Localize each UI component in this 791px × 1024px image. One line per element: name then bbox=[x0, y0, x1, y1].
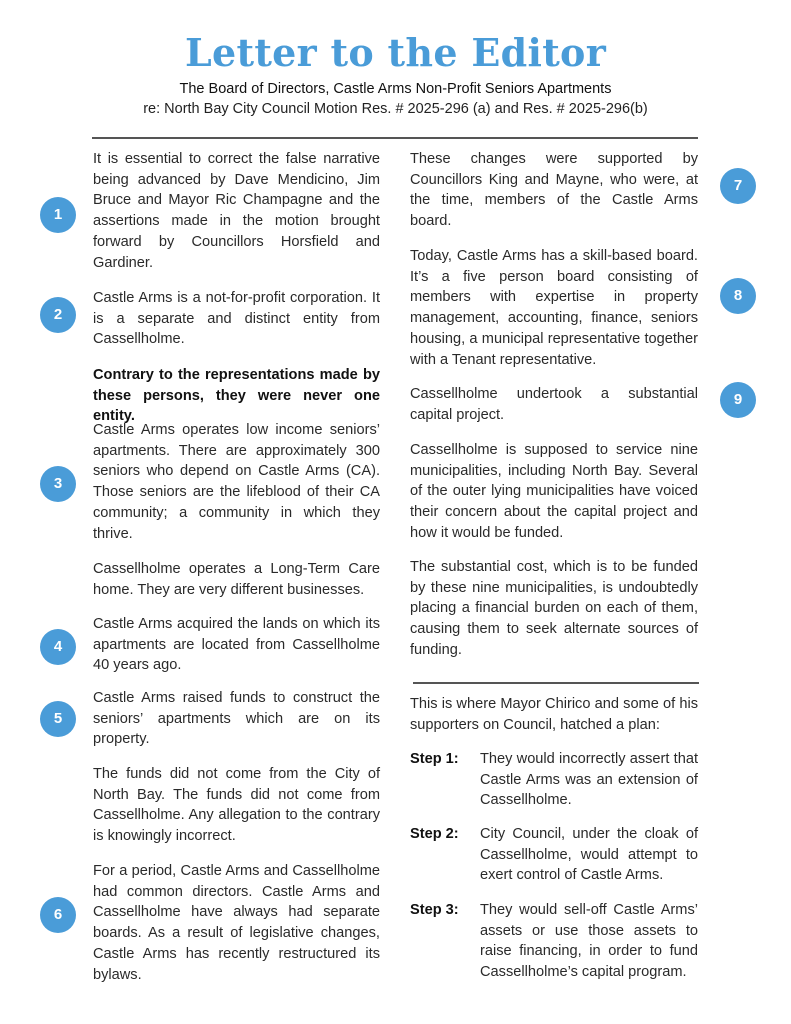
step-label: Step 3: bbox=[410, 902, 459, 918]
number-badge-icon: 3 bbox=[40, 466, 76, 502]
subtitle-reference: re: North Bay City Council Motion Res. # 2025-296 (a) and Res. # 2025-296(b) bbox=[143, 101, 648, 117]
number-badge-icon: 9 bbox=[720, 382, 756, 418]
step-item bbox=[410, 824, 698, 888]
paragraph: Cassellholme is supposed to service nine municipalities, including North Bay. Several of the outer lying municipalities have voiced their concern about the capital project and how it would be funded. bbox=[410, 442, 698, 541]
paragraph: It is essential to correct the false narrative being advanced by Dave Mendicino, Jim Bruce and Mayor Ric Champagne and the assertions made in the motion brought forward by Councillors Horsfield and Gardiner. bbox=[93, 151, 380, 271]
paragraph: These changes were supported by Councillors King and Mayne, who were, at the time, members of the Castle Arms board. bbox=[410, 151, 698, 230]
paragraph: Cassellholme operates a Long-Term Care home. They are very different businesses. bbox=[93, 561, 380, 598]
step-item bbox=[410, 900, 698, 984]
section-divider bbox=[413, 682, 699, 684]
step-text: They would incorrectly assert that Castle Arms was an extension of Cassellholme. bbox=[480, 751, 698, 809]
number-badge-icon: 8 bbox=[720, 278, 756, 314]
subtitle-author: The Board of Directors, Castle Arms Non-Profit Seniors Apartments bbox=[179, 81, 612, 97]
paragraph: Castle Arms is a not-for-profit corporation. It is a separate and distinct entity from Cassellholme. bbox=[93, 290, 380, 348]
paragraph: The funds did not come from the City of North Bay. The funds did not come from Cassellholme. Any allegation to the contrary is knowingly incorrect. bbox=[93, 766, 380, 845]
paragraph: Castle Arms acquired the lands on which its apartments are located from Cassellholme 40 years ago. bbox=[93, 616, 380, 674]
paragraph: This is where Mayor Chirico and some of his supporters on Council, hatched a plan: bbox=[410, 696, 698, 733]
step-label: Step 1: bbox=[410, 751, 459, 767]
number-badge-icon: 5 bbox=[40, 701, 76, 737]
step-item bbox=[410, 749, 698, 813]
number-badge-icon: 4 bbox=[40, 629, 76, 665]
paragraph-emphasis: Contrary to the representations made by these persons, they were never one entity. bbox=[93, 367, 380, 425]
paragraph: For a period, Castle Arms and Cassellholme had common directors. Castle Arms and Cassellholme have always had separate boards. As a result of legislative changes, Castle Arms has recently restructured its bylaws. bbox=[93, 863, 380, 983]
paragraph: Castle Arms raised funds to construct the seniors’ apartments which are on its property. bbox=[93, 690, 380, 748]
paragraph: Cassellholme undertook a substantial capital project. bbox=[410, 386, 698, 423]
step-text: They would sell-off Castle Arms’ assets or use those assets to raise financing, in order to fund Cassellholme’s capital program. bbox=[480, 902, 698, 981]
paragraph: The substantial cost, which is to be funded by these nine municipalities, is undoubtedly placing a financial burden on each of them, causing them to seek alternate sources of funding. bbox=[410, 559, 698, 658]
number-badge-icon: 1 bbox=[40, 197, 76, 233]
paragraph: Today, Castle Arms has a skill-based board. It’s a five person board consisting of members with expertise in property management, accounting, finance, seniors housing, a municipal representative together with a Tenant representative. bbox=[410, 248, 698, 368]
number-badge-icon: 7 bbox=[720, 168, 756, 204]
number-badge-icon: 6 bbox=[40, 897, 76, 933]
number-badge-icon: 2 bbox=[40, 297, 76, 333]
page-title: Letter to the Editor bbox=[184, 30, 607, 75]
paragraph: Castle Arms operates low income seniors’ apartments. There are approximately 300 seniors who depend on Castle Arms (CA). Those seniors are the lifeblood of their CA community; a community in which they thrive. bbox=[93, 422, 380, 542]
step-label: Step 2: bbox=[410, 826, 459, 842]
step-text: City Council, under the cloak of Cassellholme, would attempt to exert control of Castle Arms. bbox=[480, 826, 698, 884]
header-divider bbox=[92, 137, 698, 139]
